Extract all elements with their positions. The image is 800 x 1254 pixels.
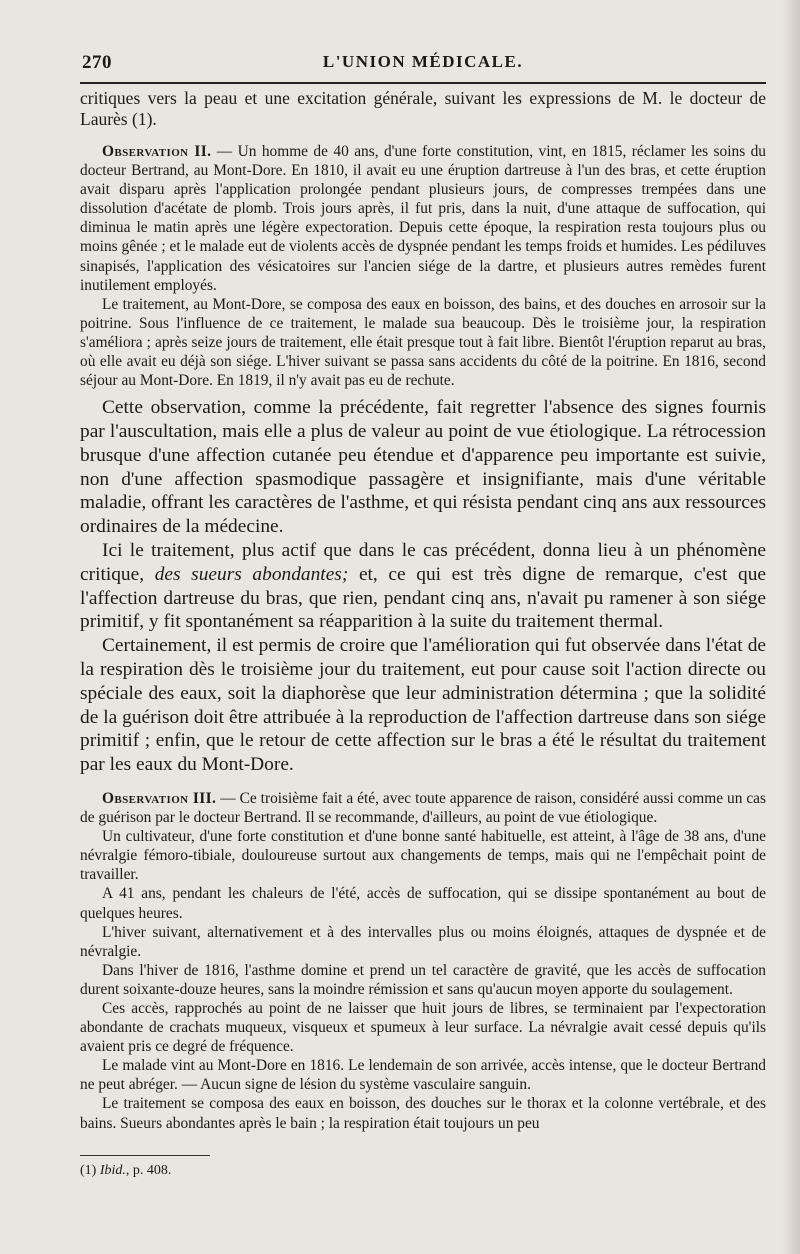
observation-3-paragraph: Le malade vint au Mont-Dore en 1816. Le lendemain de son arrivée, accès intense, que le docteur Bertrand ne peut abréger. — Aucun signe de lésion du système vasculaire sanguin.	[80, 1057, 766, 1094]
observation-2-paragraph	[80, 142, 766, 295]
article-body	[80, 88, 766, 1179]
observation-3-label: Observation III.	[102, 789, 217, 807]
commentary-paragraph: Ici le traitement, plus actif que dans le cas précédent, donna lieu à un phénomène critique, des sueurs abondantes; et, ce qui est très digne de remarque, c'est que l'affection dartreuse du bras, que rien, pendant cinq ans, n'avait pu ramener à son siége primitif, y fit spontanément sa réapparition à la suite du traitement thermal.	[80, 540, 767, 633]
observation-3-paragraph: Un cultivateur, d'une forte constitution et d'une bonne santé habituelle, est atteint, à l'âge de 38 ans, d'une névralgie fémoro-tibiale, douloureuse surtout aux changements de temps, mais qui ne l'empêchait point de travailler.	[80, 828, 766, 884]
footnote-rule	[80, 1155, 210, 1156]
observation-2-text: — Un homme de 40 ans, d'une forte constitution, vint, en 1815, réclamer les soins du docteur Bertrand, au Mont-Dore. En 1810, il avait eu une éruption dartreuse à l'un des bras, et cette éruption avait disparu après l'application prolongée pendant plusieurs jours, de compresses trempées dans une dissolution d'acétate de plomb. Trois jours après, il fut pris, dans la nuit, d'une attaque de suffocation, qui diminua le matin après une légère expectoration. Depuis cette époque, la respiration resta toujours plus ou moins gênée ; et le malade eut de violents accès de dyspnée pendant les temps froids et humides. Les pédiluves sinapisés, l'application des vésicatoires sur l'ancien siége de la dartre, et plusieurs autres remèdes furent inutilement employés.	[80, 143, 767, 294]
observation-3-paragraph: Dans l'hiver de 1816, l'asthme domine et prend un tel caractère de gravité, que les accès de suffocation durent soixante-douze heures, sans la moindre rémission et sans qu'aucun moyen apporte du soulagement.	[80, 961, 766, 998]
footnote	[80, 1162, 766, 1179]
observation-3-text: — Ce troisième fait a été, avec toute apparence de raison, considéré aussi comme un cas de guérison par le docteur Bertrand. Il se recommande, d'ailleurs, au point de vue étiologique.	[80, 789, 767, 827]
footnote-page: , p. 408.	[125, 1162, 172, 1178]
observation-2-label: Observation II.	[102, 143, 212, 160]
commentary-paragraph: Certainement, il est permis de croire que l'amélioration qui fut observée dans l'état de la respiration dès le troisième jour du traitement, eut pour cause soit l'action directe ou spéciale des eaux, soit la diaphorèse que leur administration détermina ; que la solidité de la guérison doit être attribuée à la reproduction de l'affection dartreuse dans son siége primitif ; enfin, que le retour de cette affection sur le bras a été le résultat du traitement par les eaux du Mont-Dore.	[80, 635, 766, 776]
observation-3-paragraph: Ces accès, rapprochés au point de ne laisser que huit jours de libres, se terminaient par l'expectoration abondante de crachats muqueux, visqueux et spumeux à leur surface. La névralgie avait cessé depuis qu'ils avaient pris ce degré de fréquence.	[80, 1000, 766, 1056]
observation-3-paragraph: A 41 ans, pendant les chaleurs de l'été, accès de suffocation, qui se dissipe spontanément au bout de quelques heures.	[80, 885, 766, 922]
observation-3-intro	[80, 789, 766, 827]
journal-title: L'UNION MÉDICALE.	[322, 52, 524, 71]
emphasis-text: des sueurs abondantes;	[154, 563, 349, 585]
footnote-source: Ibid.	[99, 1162, 126, 1178]
commentary-paragraph: Cette observation, comme la précédente, fait regretter l'absence des signes fournis par l'auscultation, mais elle a plus de valeur au point de vue étiologique. La rétrocession brusque d'une affection cutanée peu étendue et d'apparence peu importante est suivie, non d'une affection spasmodique passagère et insignifiante, mais d'une véritable maladie, offrant les caractères de l'asthme, et qui résista pendant cinq ans aux ressources ordinaires de la médecine.	[80, 397, 766, 538]
observation-3-paragraph: L'hiver suivant, alternativement et à des intervalles plus ou moins éloignés, attaques de dyspnée et de névralgie.	[80, 923, 766, 960]
running-head	[80, 46, 766, 80]
page-edge-shadow	[782, 0, 800, 1254]
observation-3-paragraph: Le traitement se composa des eaux en boisson, des douches sur le thorax et la colonne vertébrale, et des bains. Sueurs abondantes après le bain ; la respiration était toujours un peu	[80, 1095, 766, 1132]
observation-2-treatment: Le traitement, au Mont-Dore, se composa des eaux en boisson, des bains, et des douches en arrosoir sur la poitrine. Sous l'influence de ce traitement, le malade sua beaucoup. Dès le troisième jour, la respiration s'améliora ; après seize jours de traitement, elle était presque tout à fait libre. Bientôt l'éruption reparut au bras, où elle avait eu déjà son siége. L'hiver suivant se passa sans accidents du côté de la poitrine. En 1816, second séjour au Mont-Dore. En 1819, il n'y avait pas eu de rechute.	[80, 295, 766, 390]
footnote-marker: (1)	[80, 1162, 97, 1178]
header-rule	[80, 82, 766, 84]
page-number: 270	[82, 52, 112, 73]
continuation-paragraph: critiques vers la peau et une excitation générale, suivant les expressions de M. le docteur de Laurès (1).	[80, 88, 766, 129]
